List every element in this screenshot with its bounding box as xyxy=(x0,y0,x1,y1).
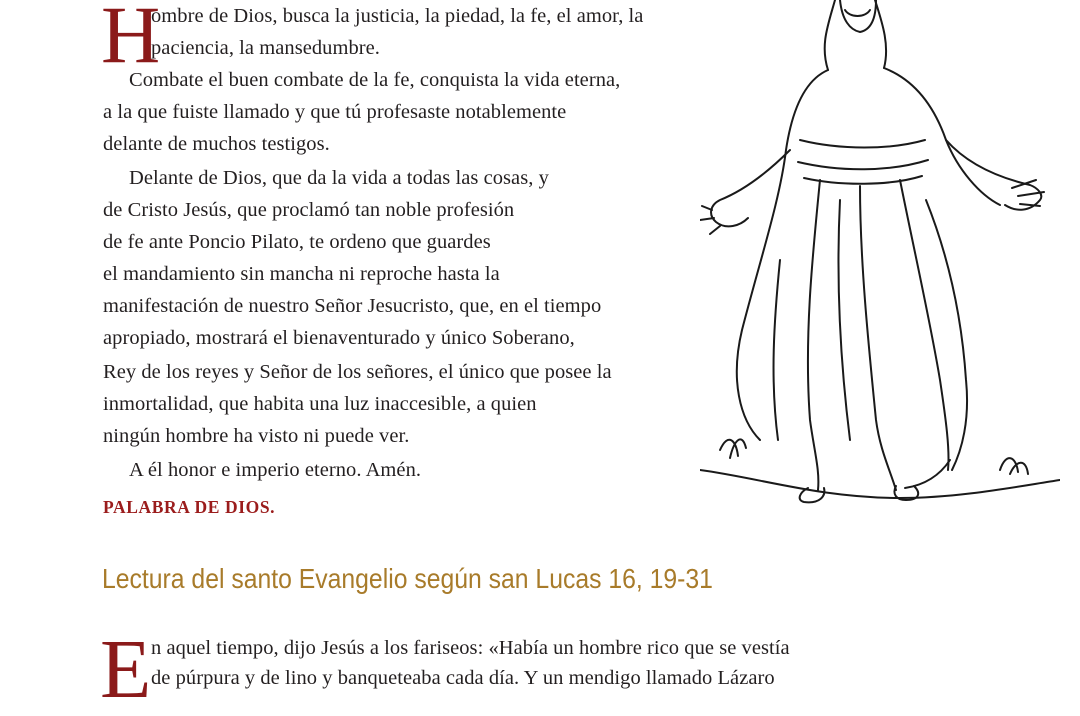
drop-cap: E xyxy=(100,623,152,716)
text-line: a la que fuiste llamado y que tú profesaste notablemente xyxy=(103,101,567,123)
text-line: A él honor e imperio eterno. Amén. xyxy=(129,459,422,481)
drop-cap: H xyxy=(101,0,161,80)
text-line: manifestación de nuestro Señor Jesucristo, que, en el tiempo xyxy=(103,295,602,317)
text-line: paciencia, la mansedumbre. xyxy=(151,37,380,59)
text-line: ombre de Dios, busca la justicia, la piedad, la fe, el amor, la xyxy=(151,5,644,27)
palabra-de-dios: PALABRA DE DIOS. xyxy=(103,497,276,517)
text-line: Combate el buen combate de la fe, conquista la vida eterna, xyxy=(129,69,621,91)
text-line: Rey de los reyes y Señor de los señores, el único que posee la xyxy=(103,361,612,383)
text-line: de púrpura y de lino y banqueteaba cada día. Y un mendigo llamado Lázaro xyxy=(151,667,775,689)
jesus-figure-icon xyxy=(700,0,1060,510)
text-line: el mandamiento sin mancha ni reproche hasta la xyxy=(103,263,500,285)
text-line: de Cristo Jesús, que proclamó tan noble profesión xyxy=(103,199,515,221)
jesus-illustration xyxy=(700,0,1060,510)
text-line: Delante de Dios, que da la vida a todas las cosas, y xyxy=(129,167,549,189)
gospel-title: Lectura del santo Evangelio según san Lucas 16, 19-31 xyxy=(102,563,713,594)
text-line: n aquel tiempo, dijo Jesús a los fariseos: «Había un hombre rico que se vestía xyxy=(151,637,790,659)
text-line: ningún hombre ha visto ni puede ver. xyxy=(103,425,410,447)
text-line: inmortalidad, que habita una luz inaccesible, a quien xyxy=(103,393,537,415)
text-line: apropiado, mostrará el bienaventurado y único Soberano, xyxy=(103,327,575,349)
text-line: de fe ante Poncio Pilato, te ordeno que guardes xyxy=(103,231,491,253)
text-line: delante de muchos testigos. xyxy=(103,133,330,155)
